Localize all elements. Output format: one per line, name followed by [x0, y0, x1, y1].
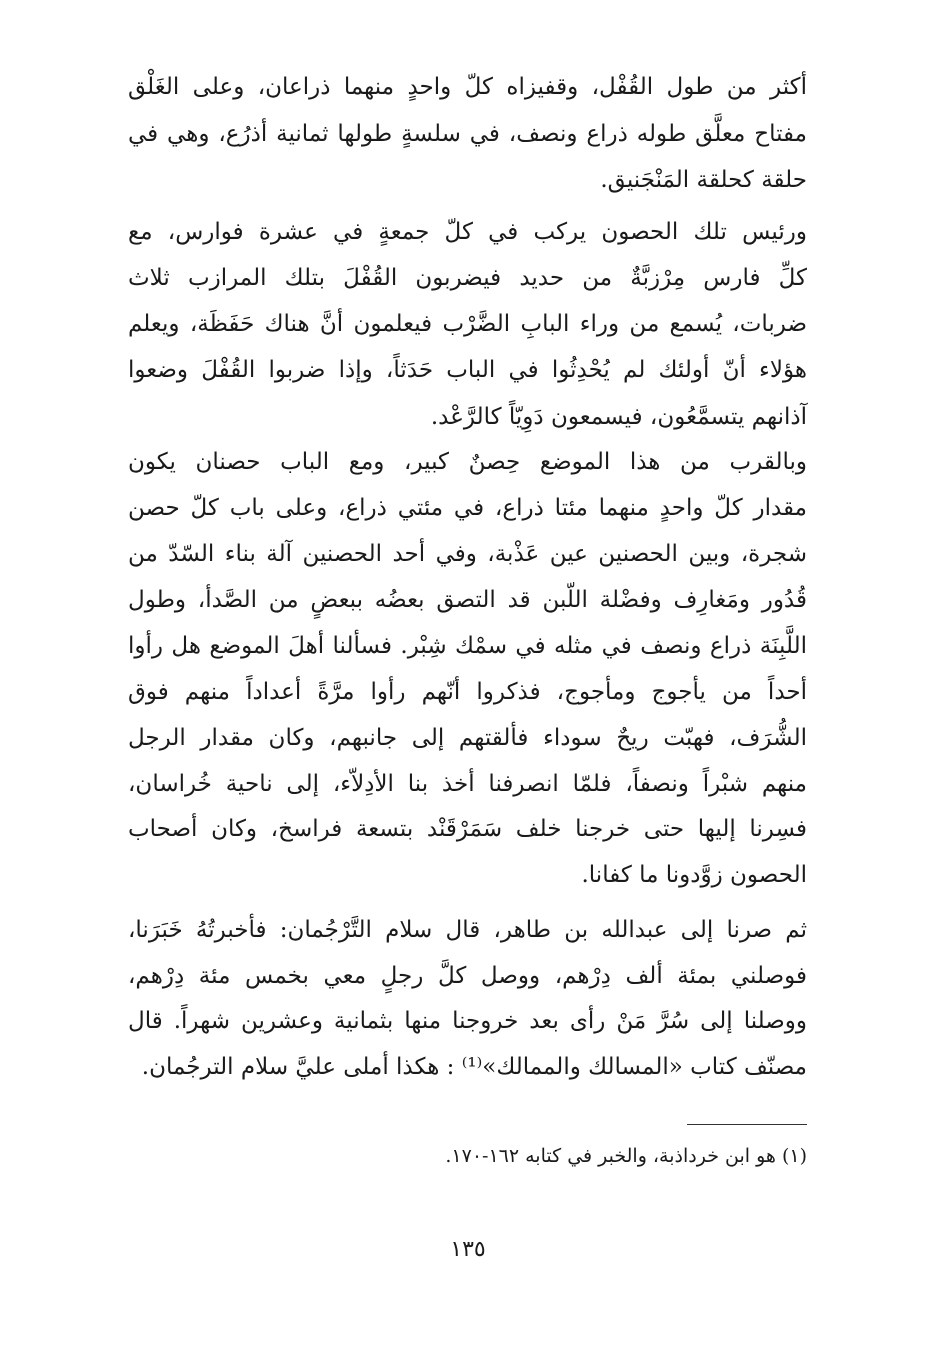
page-number: ١٣٥	[450, 1237, 486, 1262]
text-line: ورئيس تلك الحصون يركب في كلّ جمعةٍ في عشرة فوارس، مع	[128, 219, 807, 245]
text-line: الحصون زوَّدونا ما كفانا.	[581, 862, 807, 888]
text-line: شجرة، وبين الحصنين عين عَذْبة، وفي أحد الحصنين آلة بناء السّدّ من	[128, 541, 807, 567]
text-line: مفتاح معلَّق طوله ذراع ونصف، في سلسةٍ طولها ثمانية أذرُع، وهي في	[128, 121, 807, 147]
text-line: قُدُور ومَغارِف وفضْلة اللّبن قد التصق بعضُه ببعضٍ من الصَّدأ، وطول	[128, 587, 807, 613]
text-line: ووصلنا إلى سُرَّ مَنْ رأى بعد خروجنا منها بثمانية وعشرين شهراً. قال	[128, 1008, 807, 1034]
footnote: (١) هو ابن خرداذبة، والخبر في كتابه ١٦٢-١٧٠.	[445, 1145, 807, 1167]
text-line: فوصلني بمئة ألف دِرْهم، ووصل كلَّ رجلٍ معي بخمس مئة دِرْهم،	[128, 963, 807, 989]
text-line: أحداً من يأجوج ومأجوج، فذكروا أنّهم رأوا مرَّةً أعداداً منهم فوق	[128, 679, 807, 705]
footnote-separator	[687, 1124, 807, 1125]
text-line: أكثر من طول القُفْل، وقفيزاه كلّ واحدٍ منهما ذراعان، وعلى الغَلْق	[128, 74, 807, 100]
text-line: وبالقرب من هذا الموضع حِصنٌ كبير، ومع الباب حصنان يكون	[128, 449, 807, 475]
text-line: ضربات، يُسمع من وراء البابِ الضَّرْب فيعلمون أنَّ هناك حَفَظَة، ويعلم	[128, 311, 807, 337]
text-line: منهم شبْراً ونصفاً، فلمّا انصرفنا أخذ بنا الأدِلاّء، إلى ناحية خُراسان،	[128, 771, 807, 797]
text-line: اللَّبِنَة ذراع ونصف في مثله في سمْك شِبْر. فسألنا أهلَ الموضع هل رأوا	[128, 633, 807, 659]
text-line: مصنّف كتاب «المسالك والممالك»⁽¹⁾ : هكذا أملى عليَّ سلام الترجُمان.	[141, 1054, 807, 1080]
text-line: هؤلاء أنّ أولئك لم يُحْدِثُوا في الباب حَدَثاً، وإذا ضربوا القُفْلَ وضعوا	[128, 357, 807, 383]
text-line: آذانهم يتسمَّعُون، فيسمعون دَوِيّاً كالرَّعْد.	[430, 404, 807, 430]
text-line: كلِّ فارس مِرْزبَّةٌ من حديد فيضربون القُفْلَ بتلك المرازب ثلاث	[128, 265, 807, 291]
text-line: الشُّرَف، فهبّت ريحٌ سوداء فألقتهم إلى جانبهم، وكان مقدار الرجل	[128, 725, 807, 751]
text-line: فسِرنا إليها حتى خرجنا خلف سَمَرْقَنْد بتسعة فراسخ، وكان أصحاب	[128, 816, 807, 842]
text-line: ثم صرنا إلى عبدالله بن طاهر، قال سلام التَّرْجُمان: فأخبرتُهُ خَبَرَنا،	[128, 917, 807, 943]
text-line: حلقة كحلقة المَنْجَنيق.	[600, 167, 807, 193]
text-line: مقدار كلّ واحدٍ منهما مئتا ذراع، في مئتي ذراع، وعلى باب كلّ حصن	[128, 495, 807, 521]
